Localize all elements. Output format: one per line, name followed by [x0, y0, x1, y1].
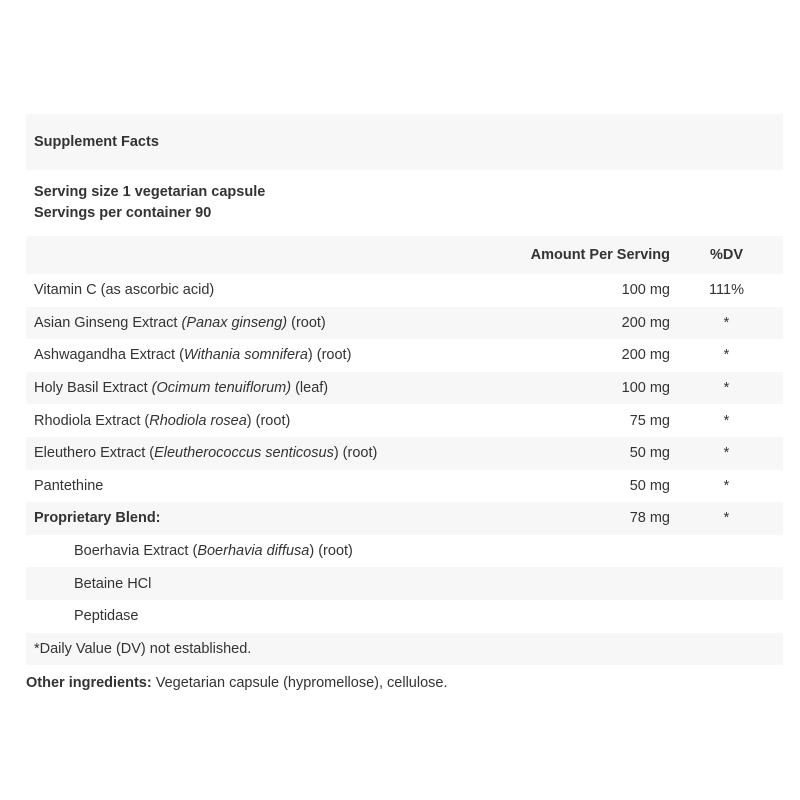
header-dv: %DV [709, 247, 744, 263]
ingredient-amount: 100 mg [621, 380, 670, 397]
ingredient-amount: 200 mg [621, 314, 670, 331]
ingredient-amount: 75 mg [629, 412, 670, 429]
ingredient-name: Ashwagandha Extract (Withania somnifera) (root) [34, 347, 352, 364]
ingredient-row [26, 437, 783, 470]
ingredient-dv: * [723, 314, 730, 331]
ingredient-row [26, 274, 783, 307]
ingredient-row [26, 372, 783, 405]
blend-component-name: Peptidase [74, 608, 139, 625]
daily-value-footnote: *Daily Value (DV) not established. [26, 633, 783, 666]
ingredient-row [26, 307, 783, 340]
panel-title: Supplement Facts [26, 114, 783, 170]
ingredient-dv: 111% [709, 282, 744, 299]
supplement-facts-panel [26, 114, 783, 665]
ingredient-name: Holy Basil Extract (Ocimum tenuiflorum) (leaf) [34, 380, 329, 397]
header-amount: Amount Per Serving [530, 247, 670, 263]
ingredient-amount: 50 mg [629, 477, 670, 494]
ingredient-name: Rhodiola Extract (Rhodiola rosea) (root) [34, 412, 291, 429]
ingredient-dv: * [723, 445, 730, 462]
ingredient-name: Asian Ginseng Extract (Panax ginseng) (root) [34, 314, 326, 331]
proprietary-blend-row [26, 502, 783, 535]
ingredient-dv: * [723, 380, 730, 397]
column-header-row [26, 236, 783, 274]
other-ingredients-text: Vegetarian capsule (hypromellose), cellulose. [151, 675, 448, 691]
ingredient-dv: * [723, 347, 730, 364]
serving-size: Serving size 1 vegetarian capsule [34, 184, 266, 200]
blend-component-name: Boerhavia Extract (Boerhavia diffusa) (root) [74, 543, 353, 560]
ingredient-name: Vitamin C (as ascorbic acid) [34, 282, 215, 299]
blend-component-row [26, 567, 783, 600]
blend-component-name: Betaine HCl [74, 575, 152, 592]
blend-dv: * [723, 510, 730, 527]
ingredient-name: Pantethine [34, 477, 104, 494]
blend-name: Proprietary Blend: [34, 510, 161, 527]
other-ingredients-label: Other ingredients: [26, 675, 152, 691]
ingredient-row [26, 339, 783, 372]
servings-per-container: Servings per container 90 [34, 205, 212, 221]
other-ingredients [26, 675, 783, 691]
blend-component-row [26, 535, 783, 568]
blend-amount: 78 mg [629, 510, 670, 527]
ingredient-name: Eleuthero Extract (Eleutherococcus senticosus) (root) [34, 445, 378, 462]
blend-component-row [26, 600, 783, 633]
ingredient-row [26, 404, 783, 437]
ingredient-amount: 50 mg [629, 445, 670, 462]
serving-info [26, 170, 783, 236]
ingredient-dv: * [723, 477, 730, 494]
ingredient-amount: 200 mg [621, 347, 670, 364]
ingredient-row [26, 470, 783, 503]
ingredient-amount: 100 mg [621, 282, 670, 299]
ingredient-dv: * [723, 412, 730, 429]
